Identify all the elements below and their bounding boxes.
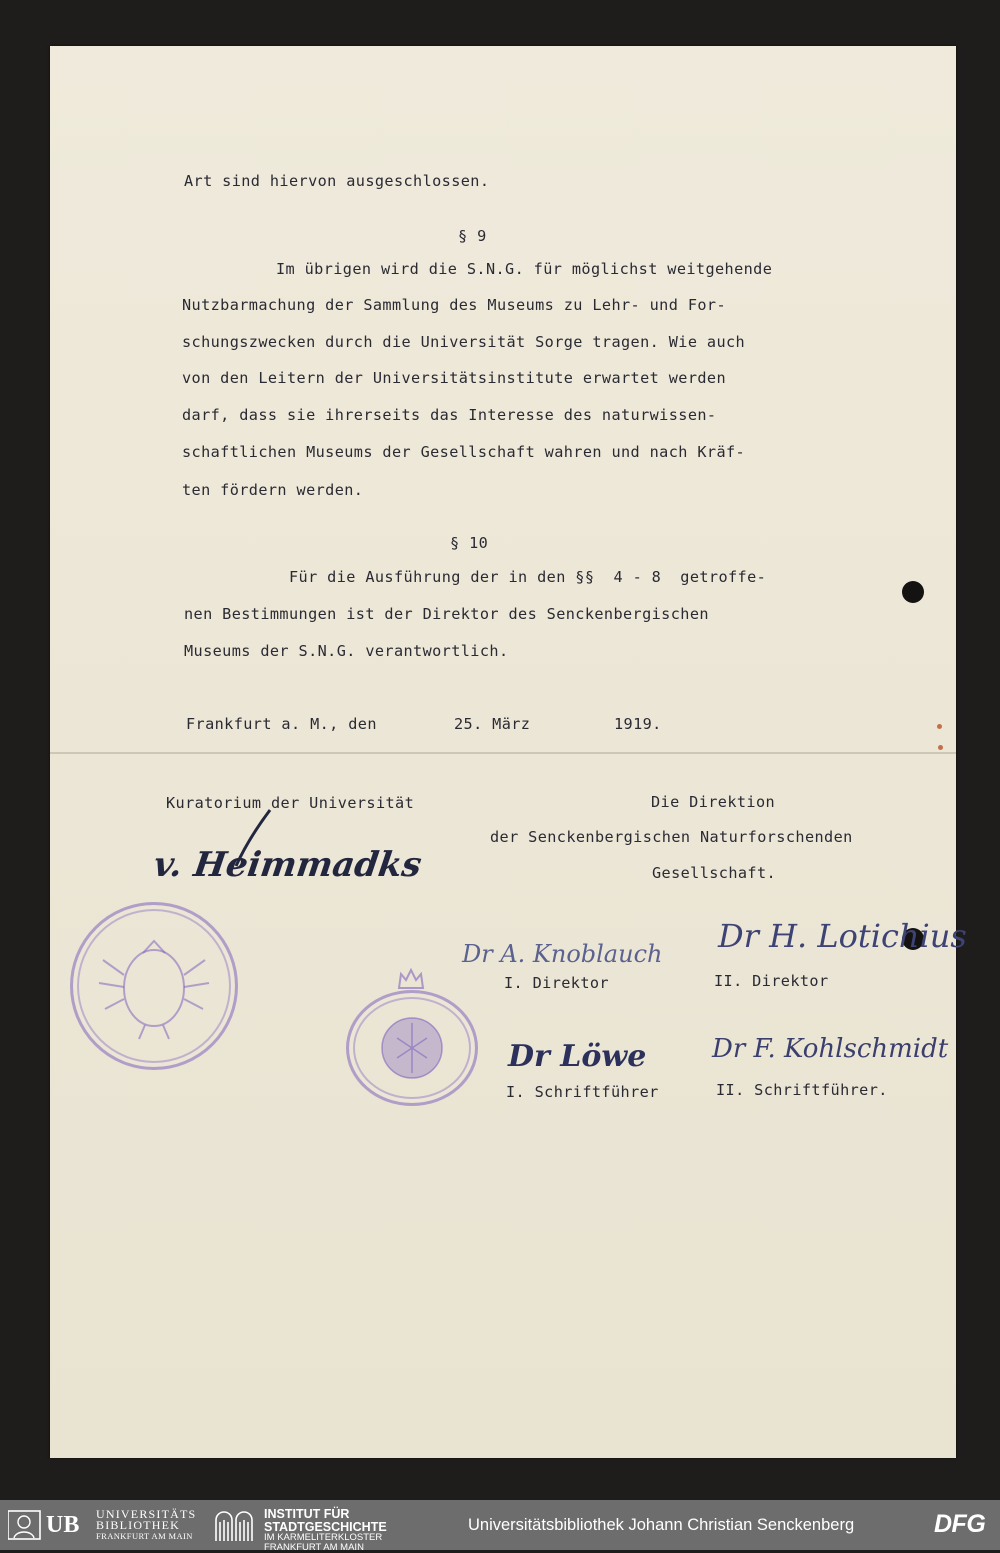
left-org-label: Kuratorium der Universität	[166, 794, 415, 812]
para9-line-3: schungszwecken durch die Universität Sorge tragen. Wie auch	[182, 333, 746, 351]
ub-line-2: BIBLIOTHEK	[96, 1518, 180, 1532]
crest-emblem-icon	[349, 993, 475, 1103]
stamp-crown-icon	[396, 966, 426, 990]
para9-line-4: von den Leitern der Universitätsinstitute erwartet werden	[182, 369, 726, 387]
section-heading-10: § 10	[450, 534, 489, 552]
para10-line-1: Für die Ausführung der in den §§ 4 - 8 getroffe-	[289, 568, 767, 586]
para9-line-6: schaftlichen Museums der Gesellschaft wahren und nach Kräf-	[182, 443, 746, 461]
eagle-emblem-icon	[73, 905, 235, 1067]
rust-mark	[937, 724, 942, 729]
right-org-line-2: der Senckenbergischen Naturforschenden	[490, 828, 853, 846]
ub-line-1: UNIVERSITÄTS	[96, 1507, 197, 1521]
isg-logo-text	[264, 1508, 387, 1553]
date-day: 25. März	[454, 715, 531, 733]
text-line-art: Art sind hiervon ausgeschlossen.	[184, 172, 490, 190]
stamp-kuratorium	[70, 902, 238, 1070]
isg-line-2: STADTGESCHICHTE	[264, 1519, 387, 1534]
footer-bar	[0, 1500, 1000, 1553]
para10-line-2: nen Bestimmungen ist der Direktor des Senckenbergischen	[184, 605, 709, 623]
footer-title: Universitätsbibliothek Johann Christian Senckenberg	[468, 1516, 855, 1534]
para9-line-5: darf, dass sie ihrerseits das Interesse des naturwissen-	[182, 406, 717, 424]
para9-line-2: Nutzbarmachung der Sammlung des Museums zu Lehr- und For-	[182, 296, 726, 314]
stamp-senckenberg	[346, 990, 478, 1106]
date-year: 1919.	[614, 715, 662, 733]
right-org-line-1: Die Direktion	[651, 793, 776, 811]
para9-line-1: Im übrigen wird die S.N.G. für möglichst weitgehende	[276, 260, 773, 278]
isg-line-1: INSTITUT FÜR	[264, 1507, 350, 1521]
para9-line-7: ten fördern werden.	[182, 481, 364, 499]
right-org-line-3: Gesellschaft.	[652, 864, 777, 882]
isg-line-4: FRANKFURT AM MAIN	[264, 1542, 364, 1553]
signature-second-director: Dr H. Lotichius	[718, 917, 967, 955]
punch-hole-upper	[902, 581, 924, 603]
isg-line-3: IM KARMELITERKLOSTER	[264, 1532, 383, 1543]
role-first-secretary: I. Schriftführer	[506, 1083, 659, 1101]
signature-kuratorium: v. Heimmadks	[151, 845, 424, 885]
ub-abbr: UB	[46, 1512, 80, 1538]
isg-arches-icon	[214, 1508, 254, 1542]
section-heading-9: § 9	[458, 227, 487, 245]
rust-mark	[938, 745, 943, 750]
ub-line-3: FRANKFURT AM MAIN	[96, 1531, 193, 1541]
ub-logo[interactable]	[8, 1510, 78, 1540]
signature-first-secretary: Dr Löwe	[508, 1039, 647, 1074]
role-second-director: II. Direktor	[714, 972, 829, 990]
para10-line-3: Museums der S.N.G. verantwortlich.	[184, 642, 509, 660]
paper-fold-line	[50, 752, 956, 754]
role-first-director: I. Direktor	[504, 974, 609, 992]
signature-second-secretary: Dr F. Kohlschmidt	[712, 1034, 949, 1064]
dfg-logo[interactable]: DFG	[934, 1510, 986, 1538]
date-place: Frankfurt a. M., den	[186, 715, 377, 733]
role-second-secretary: II. Schriftführer.	[716, 1081, 888, 1099]
signature-kuratorium-flourish	[230, 808, 278, 868]
signature-first-director: Dr A. Knoblauch	[462, 940, 663, 968]
ub-logo-text	[96, 1509, 196, 1542]
